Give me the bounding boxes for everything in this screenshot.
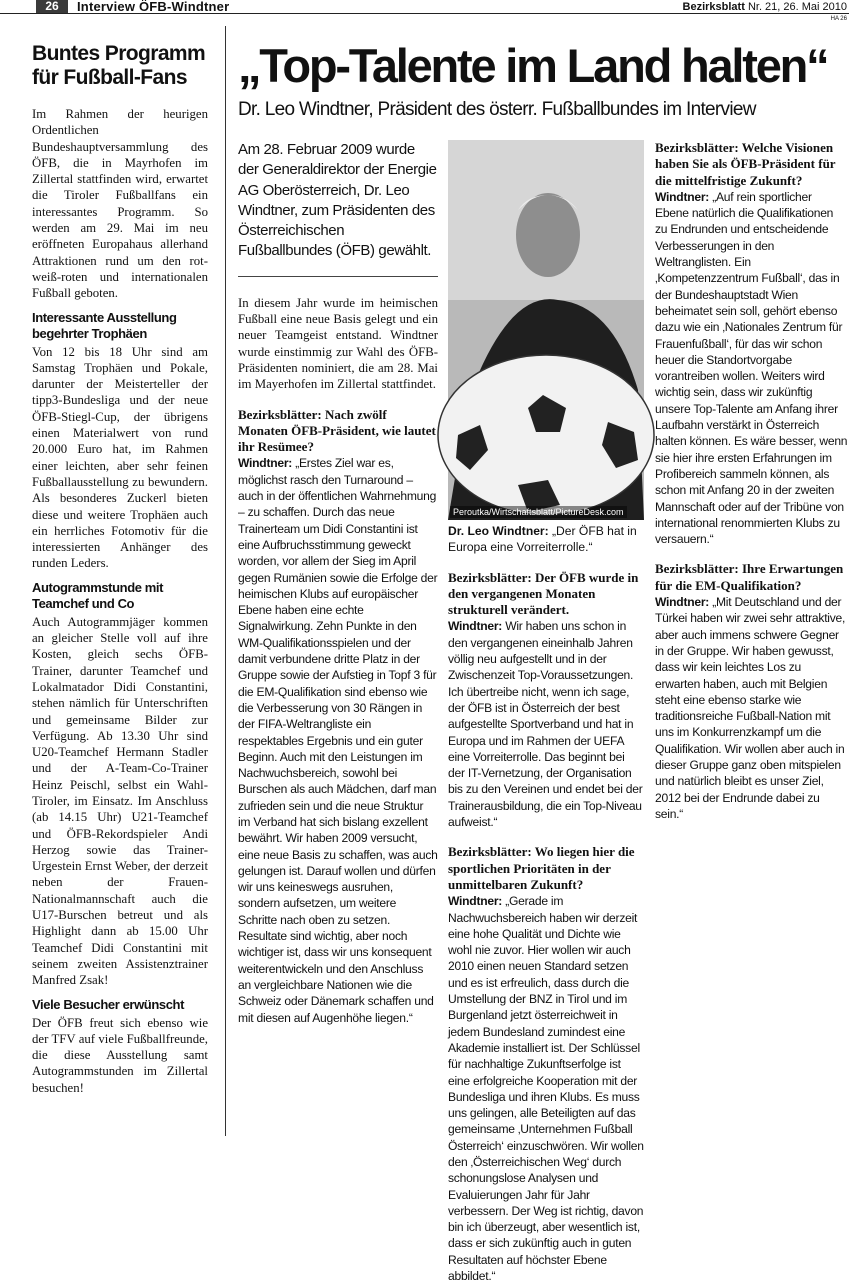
sidebar-intro: Im Rahmen der heurigen Ordentlichen Bundeshauptversammlung des ÖFB, die in Mayrhofen im Zillertal stattfinden wird, erwartet die Tiroler Fußballfans ein interessantes Programm. So werden am 29. Mai im neu eröffneten Europahaus allerhand Attraktionen rund um den rot-weiß-roten und internationalen Fußball geboten. bbox=[32, 107, 208, 301]
page-code: HA 26 bbox=[830, 16, 847, 22]
article-headline: „Top-Talente im Land halten“ bbox=[238, 39, 828, 92]
sidebar-paragraph-3: Der ÖFB freut sich ebenso wie der TFV auf viele Fußballfreunde, die diese Ausstellung samt Autogrammstunden im Zillertal besuchen! bbox=[32, 1015, 208, 1095]
article-column-1 bbox=[238, 140, 438, 1026]
answer-text: Wir haben uns schon in den vergangenen eineinhalb Jahren völlig neu aufgestellt und in der Zwischenzeit Top-Voraussetzungen. Ich übertreibe nicht, wenn ich sage, der ÖFB ist in Österreich der best aufgestellte Sportverband und hat in Europa und im Rahmen der UEFA eine Vorreiterrolle. Das beginnt bei der IT-Vernetzung, der Organisation bis zu den Vereinen und endet bei der Trainerausbildung, die ein Top-Niveau aufweist.“ bbox=[448, 619, 643, 830]
publication-name: Bezirksblatt bbox=[682, 1, 745, 13]
sidebar-paragraph-1: Von 12 bis 18 Uhr sind am Samstag Trophäen und Pokale, darunter der Meisterteller der tipp3-Bundesliga und der neue ÖFB-Stiegl-Cup, der übrigens einen Materialwert von rund 20.000 Euro hat, im Rahmen einer leichten, aber sehr feinen Fußballausstellung zu bewundern. Als besonderes Zuckerl bieten diese und weitere Trophäen auch ein herrliches Fotomotiv für die interessierten Anhänger des runden Leders. bbox=[32, 344, 208, 571]
caption-text: „Der ÖFB hat in Europa eine Vorreiterrolle.“ bbox=[448, 524, 637, 555]
article-deck: Dr. Leo Windtner, Präsident des österr. Fußballbundes im Interview bbox=[238, 99, 756, 120]
question-5: Bezirksblätter: Ihre Erwartungen für die EM-Qualifikation? bbox=[655, 561, 844, 593]
answer-1 bbox=[238, 455, 438, 1025]
section-title: Interview ÖFB-Windtner bbox=[77, 0, 230, 14]
answer-speaker: Windtner: bbox=[655, 595, 710, 610]
answer-4 bbox=[655, 189, 848, 548]
article-lead: Am 28. Februar 2009 wurde der Generaldirektor der Energie AG Oberösterreich, Dr. Leo Windtner, zum Präsidenten des Österreichischen Fußballbundes (ÖFB) gewählt. bbox=[238, 140, 438, 277]
issue-line bbox=[683, 1, 847, 13]
answer-speaker: Windtner: bbox=[238, 456, 293, 471]
article-column-2 bbox=[448, 140, 644, 1284]
page-number: 26 bbox=[36, 0, 68, 13]
sidebar-subheading-1: Interessante Ausstellung begehrter Trophäen bbox=[32, 309, 177, 341]
sidebar-subheading-2: Autogrammstunde mit Teamchef und Co bbox=[32, 579, 164, 611]
sidebar-title: Buntes Programm für Fußball-Fans bbox=[32, 42, 206, 89]
photo-caption bbox=[448, 520, 644, 556]
question-2: Bezirksblätter: Der ÖFB wurde in den vergangenen Monaten strukturell verändert. bbox=[448, 569, 639, 618]
page-header bbox=[0, 0, 849, 14]
answer-5 bbox=[655, 594, 848, 822]
article-intro: In diesem Jahr wurde im heimischen Fußball eine neue Basis gelegt und ein neuer Teamgeist entstand. Windtner wurde einstimmig zur Wahl des ÖFB-Präsidenten nominiert, die am 28. Mai im Mayerhofen im Zillertal stattfindet. bbox=[238, 295, 438, 392]
answer-speaker: Windtner: bbox=[448, 894, 503, 909]
answer-text: „Mit Deutschland und der Türkei haben wir zwei sehr attraktive, aber auch immens schwere Gegner in der Gruppe. Wir haben gewusst, dass wir kein leichtes Los zu erwarten haben, auch mit Belgien steht eine ebenso starke wie traditionsreiche Fußball-Nation mit uns im Konkurrenzkampf um die Qualifikation. Wir wollen aber auch in dieser Gruppe ganz oben mitspielen und natürlich bleibt es unser Ziel, 2012 bei der Endrunde dabei zu sein.“ bbox=[655, 595, 846, 821]
answer-text: „Auf rein sportlicher Ebene natürlich die Qualifikationen zu Endrunden und entscheidende Verbesserungen in den Weltranglisten. Ein ‚Kompetenzzentrum Fußball‘, das in der Bundeshauptstadt Wien beheimatet sein soll, gehört ebenso dazu wie ein ‚Nationales Zentrum für Frauenfußball‘, für das wir schon heuer die Standortvorgabe vorantreiben wollen. Weiters wird wichtig sein, dass wir zukünftig unsere Top-Talente am Anfang ihrer Laufbahn verstärkt in Österreich halten können. Es wäre besser, wenn sie hier ihre ersten Erfahrungen im Profibereich sammeln können, als schon mit Anfang 20 in der zweiten Mannschaft oder auf der Tribüne von international renommierten Klubs zu versauern.“ bbox=[655, 189, 848, 547]
photo-credit: Peroutka/Wirtschaftsblatt/PictureDesk.com bbox=[450, 506, 627, 518]
answer-speaker: Windtner: bbox=[655, 189, 710, 204]
column-divider bbox=[225, 26, 226, 1136]
question-1: Bezirksblätter: Nach zwölf Monaten ÖFB-Präsident, wie lautet ihr Resümee? bbox=[238, 406, 436, 455]
article-column-3 bbox=[655, 140, 848, 822]
sidebar-subheading-3: Viele Besucher erwünscht bbox=[32, 996, 185, 1012]
question-3: Bezirksblätter: Wo liegen hier die sportlichen Prioritäten in der unmittelbaren Zukunft? bbox=[448, 844, 635, 892]
question-4: Bezirksblätter: Welche Visionen haben Sie als ÖFB-Präsident für die mittelfristige Zukunft? bbox=[655, 140, 836, 188]
sidebar-paragraph-2: Auch Autogrammjäger kommen an gleicher Stelle voll auf ihre Kosten, gleich sechs ÖFB-Trainer, darunter Teamchef und Lokalmatador Didi Constantini, stehen nämlich für Unterschriften und gemeinsame Bilder zur Verfügung. Ab 13.30 Uhr sind U20-Teamchef Hermann Stadler und der A-Team-Co-Trainer Heinz Peischl, selbst ein Wahl-Tiroler, im Einsatz. Im Anschluss (ab 14.15 Uhr) U21-Teamchef und ÖFB-Rekordspieler Andi Herzog sowie das Trainer-Urgestein Ernst Weber, der derzeit neben der Frauen-Nationalmannschaft auch die U17-Burschen betreut und als Highlight dann ab 15.00 Uhr Teamchef Didi Constantini mit seinem zweiten Assistenztrainer Manfred Zsak! bbox=[32, 614, 209, 988]
sidebar-box bbox=[32, 42, 208, 1096]
answer-text: „Erstes Ziel war es, möglichst rasch den Turnaround – auch in der öffentlichen Wahrnehmung – zu schaffen. Durch das neue Trainerteam um Didi Constantini ist eine Aufbruchsstimmung geweckt worden, vor allem der Sieg im April gegen Rumänien sowie die Erfolge der heimischen Klubs auf europäischer Ebene haben eine echte Signalwirkung. Zehn Punkte in den WM-Qualifikationsspielen und der damit verbundene dritte Platz in der Gruppe sowie der Aufstieg in Topf 3 für die EM-Qualifikation sind ebenso wie die Verbesserung von 30 Rängen in der FIFA-Weltrangliste ein respektables Ergebnis und ein guter Beginn. Auch mit den Leistungen im Nachwuchsbereich, sowohl bei Burschen als auch Mädchen, darf man zufrieden sein und die neue Struktur im Verband hat sich bislang exzellent bewährt. Wir haben 2009 versucht, eine neue Basis zu schaffen, was auch gelungen ist. Darauf wollen und dürfen wir uns keineswegs ausruhen, sondern aufsetzen, um weitere Schritte nach oben zu setzen. Resultate sind wichtig, aber noch wichtiger ist, dass wir uns konsequent weiterentwickeln und den Anschluss an vergleichbare Nationen wie die Schweiz oder Dänemark schaffen und mit diesen auf Augenhöhe liegen.“ bbox=[238, 456, 438, 1025]
caption-name: Dr. Leo Windtner: bbox=[448, 524, 549, 538]
answer-speaker: Windtner: bbox=[448, 619, 503, 634]
issue-date: Nr. 21, 26. Mai 2010 bbox=[747, 1, 847, 13]
answer-2 bbox=[448, 618, 644, 830]
answer-text: „Gerade im Nachwuchsbereich haben wir derzeit eine hohe Qualität und Dichte wie wohl nie zuvor. Hier wollen wir auch 2010 einen neuen Standard setzen und es ist erfreulich, dass durch die Umstellung der BNZ in Tirol und im Burgenland jetzt österreichweit in jedem Bundesland zumindest eine Akademie installiert ist. Der Schlüssel für nachhaltige Zukunftserfolge ist eine erfolgreiche Kooperation mit der Bundesliga und ihren Klubs. Es muss uns gelingen, alle Beteiligten auf das gemeinsame ‚Unternehmen Fußball Österreich‘ einzuschwören. Wir wollen den ‚Österreichischen Weg‘ durch schonungslose Analysen und Evaluierungen Jahr für Jahr verbessern. Der Weg ist richtig, davon bin ich überzeugt, aber wesentlich ist, dass er sich zukünftig auch in guten Resultaten auf höchster Ebene abbildet.“ bbox=[448, 894, 644, 1284]
answer-3 bbox=[448, 893, 644, 1284]
